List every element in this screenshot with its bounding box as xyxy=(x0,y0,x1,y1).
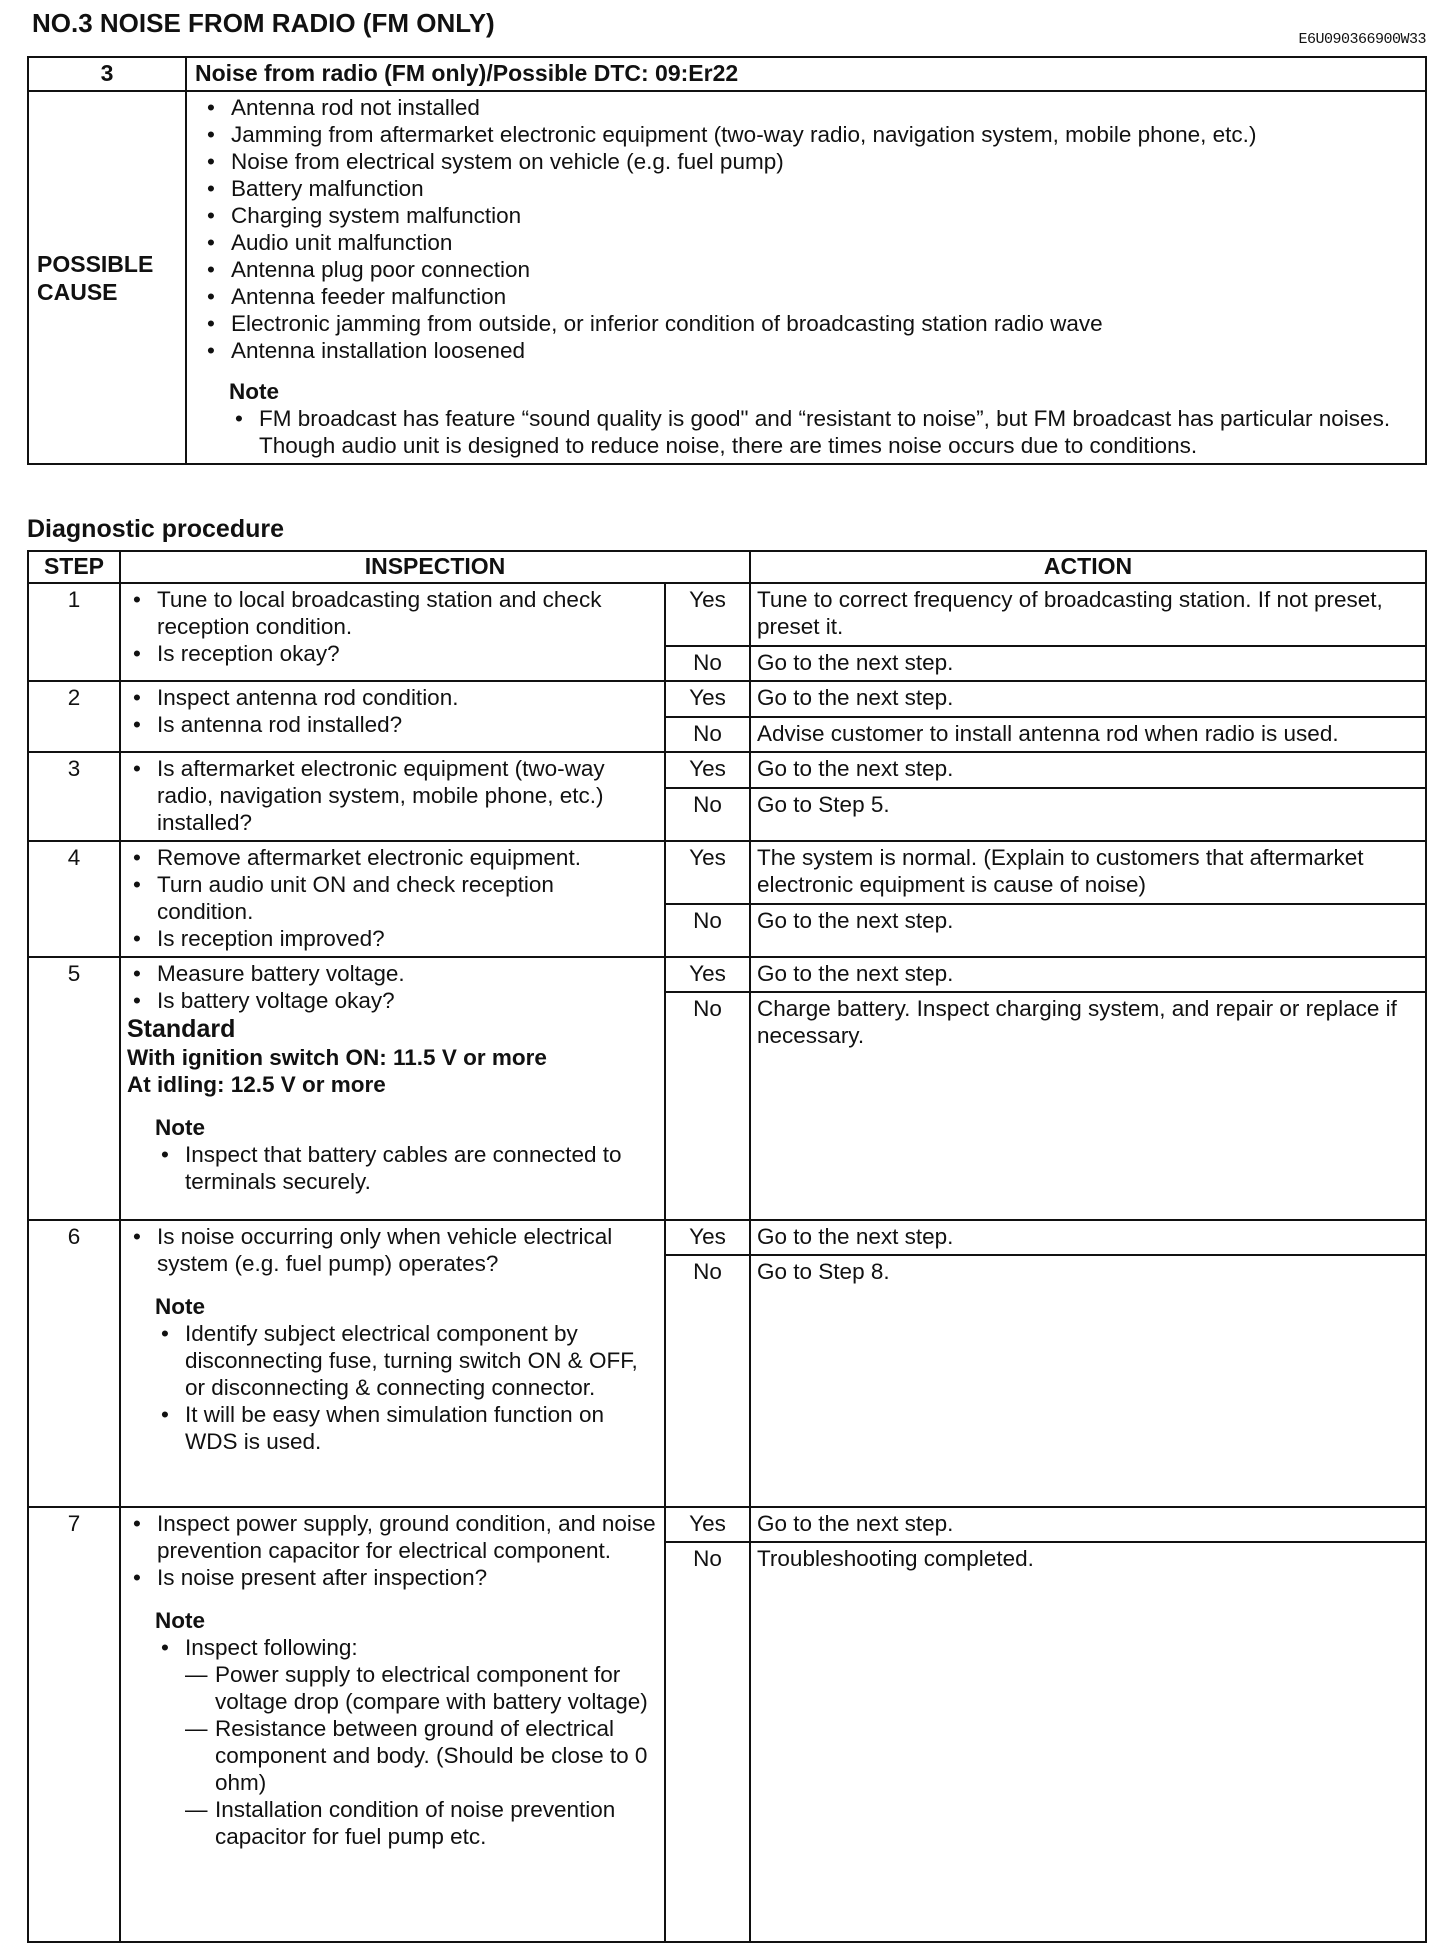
cause-item: • Antenna plug poor connection xyxy=(201,256,1417,283)
inspection-list xyxy=(127,1510,656,1591)
note-title: Note xyxy=(155,1608,205,1633)
inspection-item: • Remove aftermarket electronic equipment. xyxy=(127,844,656,871)
step-row xyxy=(28,681,1426,717)
note-item xyxy=(155,1634,656,1850)
cause-item: • Battery malfunction xyxy=(201,175,1417,202)
possible-cause-label-line: POSSIBLE xyxy=(37,250,154,277)
symptom-heading: Noise from radio (FM only)/Possible DTC: 09:Er22 xyxy=(186,57,1426,91)
yes-action: Go to the next step. xyxy=(750,752,1426,788)
inspection-list xyxy=(127,844,656,952)
yes-action: Go to the next step. xyxy=(750,957,1426,992)
step-number: 7 xyxy=(28,1507,120,1942)
standard-value: At idling: 12.5 V or more xyxy=(127,1072,386,1097)
note-item: • Inspect that battery cables are connected to terminals securely. xyxy=(155,1141,656,1195)
inspection-list xyxy=(127,684,656,738)
standard-value: With ignition switch ON: 11.5 V or more xyxy=(127,1045,547,1070)
possible-cause-label xyxy=(28,91,186,464)
step-note xyxy=(127,1607,656,1850)
inspection-item: • Inspect antenna rod condition. xyxy=(127,684,656,711)
step-row xyxy=(28,752,1426,788)
inspection-cell xyxy=(120,681,665,752)
step-number: 4 xyxy=(28,841,120,957)
cause-item: • Antenna rod not installed xyxy=(201,94,1417,121)
yes-action: Go to the next step. xyxy=(750,681,1426,717)
standard-title: Standard xyxy=(127,1015,236,1043)
no-action: Troubleshooting completed. xyxy=(750,1542,1426,1942)
step-row xyxy=(28,957,1426,992)
inspection-cell xyxy=(120,1507,665,1942)
no-action: Charge battery. Inspect charging system, and repair or replace if necessary. xyxy=(750,992,1426,1220)
note-title: Note xyxy=(155,1294,205,1319)
inspection-item: • Is reception okay? xyxy=(127,640,656,667)
note-subitem: — Installation condition of noise prevention capacitor for fuel pump etc. xyxy=(185,1796,656,1850)
yes-label: Yes xyxy=(665,841,750,904)
cause-table-header xyxy=(28,57,1426,91)
cause-item: • Antenna feeder malfunction xyxy=(201,283,1417,310)
possible-cause-list-cell xyxy=(186,91,1426,464)
inspection-cell xyxy=(120,752,665,841)
no-label: No xyxy=(665,1542,750,1942)
no-label: No xyxy=(665,788,750,841)
note-item: • FM broadcast has feature “sound quality is good" and “resistant to noise”, but FM broadcast has particular noises. Though audio unit is designed to reduce noise, there are times noise occurs due to conditions. xyxy=(229,405,1417,459)
inspection-item: • Inspect power supply, ground condition, and noise prevention capacitor for electrical component. xyxy=(127,1510,656,1564)
document-id: E6U090366900W33 xyxy=(1298,31,1426,48)
no-action: Go to the next step. xyxy=(750,904,1426,957)
step-row xyxy=(28,583,1426,646)
cause-item: • Antenna installation loosened xyxy=(201,337,1417,364)
no-label: No xyxy=(665,904,750,957)
no-label: No xyxy=(665,646,750,681)
cause-item: • Charging system malfunction xyxy=(201,202,1417,229)
note-item: • Identify subject electrical component by disconnecting fuse, turning switch ON & OFF, or disconnecting & connecting connector. xyxy=(155,1320,656,1401)
cause-item: • Electronic jamming from outside, or inferior condition of broadcasting station radio wave xyxy=(201,310,1417,337)
note-list xyxy=(155,1141,656,1195)
inspection-cell xyxy=(120,1220,665,1507)
inspection-item: • Is reception improved? xyxy=(127,925,656,952)
yes-label: Yes xyxy=(665,583,750,646)
yes-label: Yes xyxy=(665,1220,750,1255)
inspection-list xyxy=(127,755,656,836)
yes-label: Yes xyxy=(665,1507,750,1542)
step-note xyxy=(127,1114,656,1195)
inspection-item: • Is aftermarket electronic equipment (two-way radio, navigation system, mobile phone, etc.) installed? xyxy=(127,755,656,836)
yes-label: Yes xyxy=(665,752,750,788)
inspection-cell xyxy=(120,841,665,957)
step-number: 6 xyxy=(28,1220,120,1507)
no-action: Go to Step 8. xyxy=(750,1255,1426,1507)
note-item: • It will be easy when simulation function on WDS is used. xyxy=(155,1401,656,1455)
note-intro: Inspect following: xyxy=(185,1635,358,1660)
note-title: Note xyxy=(155,1115,205,1140)
inspection-list xyxy=(127,1223,656,1277)
cause-table-body-row xyxy=(28,91,1426,464)
note-list xyxy=(229,405,1417,459)
inspection-cell xyxy=(120,957,665,1220)
inspection-item: • Is noise present after inspection? xyxy=(127,1564,656,1591)
no-action: Go to the next step. xyxy=(750,646,1426,681)
inspection-column-header: INSPECTION xyxy=(120,551,750,583)
no-action: Advise customer to install antenna rod when radio is used. xyxy=(750,717,1426,752)
cause-item: • Noise from electrical system on vehicle (e.g. fuel pump) xyxy=(201,148,1417,175)
diag-table-header xyxy=(28,551,1426,583)
cause-note xyxy=(201,378,1417,459)
symptom-number: 3 xyxy=(28,57,186,91)
yes-label: Yes xyxy=(665,957,750,992)
no-action: Go to Step 5. xyxy=(750,788,1426,841)
cause-item: • Audio unit malfunction xyxy=(201,229,1417,256)
step-number: 5 xyxy=(28,957,120,1220)
note-sublist xyxy=(185,1661,656,1850)
diagnostic-procedure-title: Diagnostic procedure xyxy=(27,515,284,543)
inspection-item: • Tune to local broadcasting station and check reception condition. xyxy=(127,586,656,640)
inspection-item: • Is battery voltage okay? xyxy=(127,987,656,1014)
step-number: 2 xyxy=(28,681,120,752)
step-number: 1 xyxy=(28,583,120,681)
inspection-item: • Measure battery voltage. xyxy=(127,960,656,987)
step-note xyxy=(127,1293,656,1455)
step-row xyxy=(28,1507,1426,1542)
note-list xyxy=(155,1634,656,1850)
note-title: Note xyxy=(229,379,279,404)
no-label: No xyxy=(665,992,750,1220)
inspection-list xyxy=(127,586,656,667)
possible-cause-table xyxy=(27,56,1427,465)
yes-action: Go to the next step. xyxy=(750,1507,1426,1542)
inspection-cell xyxy=(120,583,665,681)
step-row xyxy=(28,1220,1426,1255)
note-subitem: — Resistance between ground of electrical component and body. (Should be close to 0 ohm) xyxy=(185,1715,656,1796)
inspection-item: • Turn audio unit ON and check reception condition. xyxy=(127,871,656,925)
page-title: NO.3 NOISE FROM RADIO (FM ONLY) xyxy=(32,8,495,38)
possible-cause-label-line: CAUSE xyxy=(37,278,118,305)
no-label: No xyxy=(665,717,750,752)
step-column-header: STEP xyxy=(28,551,120,583)
yes-action: Go to the next step. xyxy=(750,1220,1426,1255)
inspection-item: • Is antenna rod installed? xyxy=(127,711,656,738)
possible-cause-list xyxy=(201,94,1417,364)
inspection-item: • Is noise occurring only when vehicle electrical system (e.g. fuel pump) operates? xyxy=(127,1223,656,1277)
cause-item: • Jamming from aftermarket electronic equipment (two-way radio, navigation system, mobile phone, etc.) xyxy=(201,121,1417,148)
yes-label: Yes xyxy=(665,681,750,717)
action-column-header: ACTION xyxy=(750,551,1426,583)
note-subitem: — Power supply to electrical component for voltage drop (compare with battery voltage) xyxy=(185,1661,656,1715)
yes-action: Tune to correct frequency of broadcasting station. If not preset, preset it. xyxy=(750,583,1426,646)
step-number: 3 xyxy=(28,752,120,841)
note-list xyxy=(155,1320,656,1455)
step-row xyxy=(28,841,1426,904)
diagnostic-procedure-table xyxy=(27,550,1427,1943)
inspection-list xyxy=(127,960,656,1014)
yes-action: The system is normal. (Explain to customers that aftermarket electronic equipment is cause of noise) xyxy=(750,841,1426,904)
no-label: No xyxy=(665,1255,750,1507)
